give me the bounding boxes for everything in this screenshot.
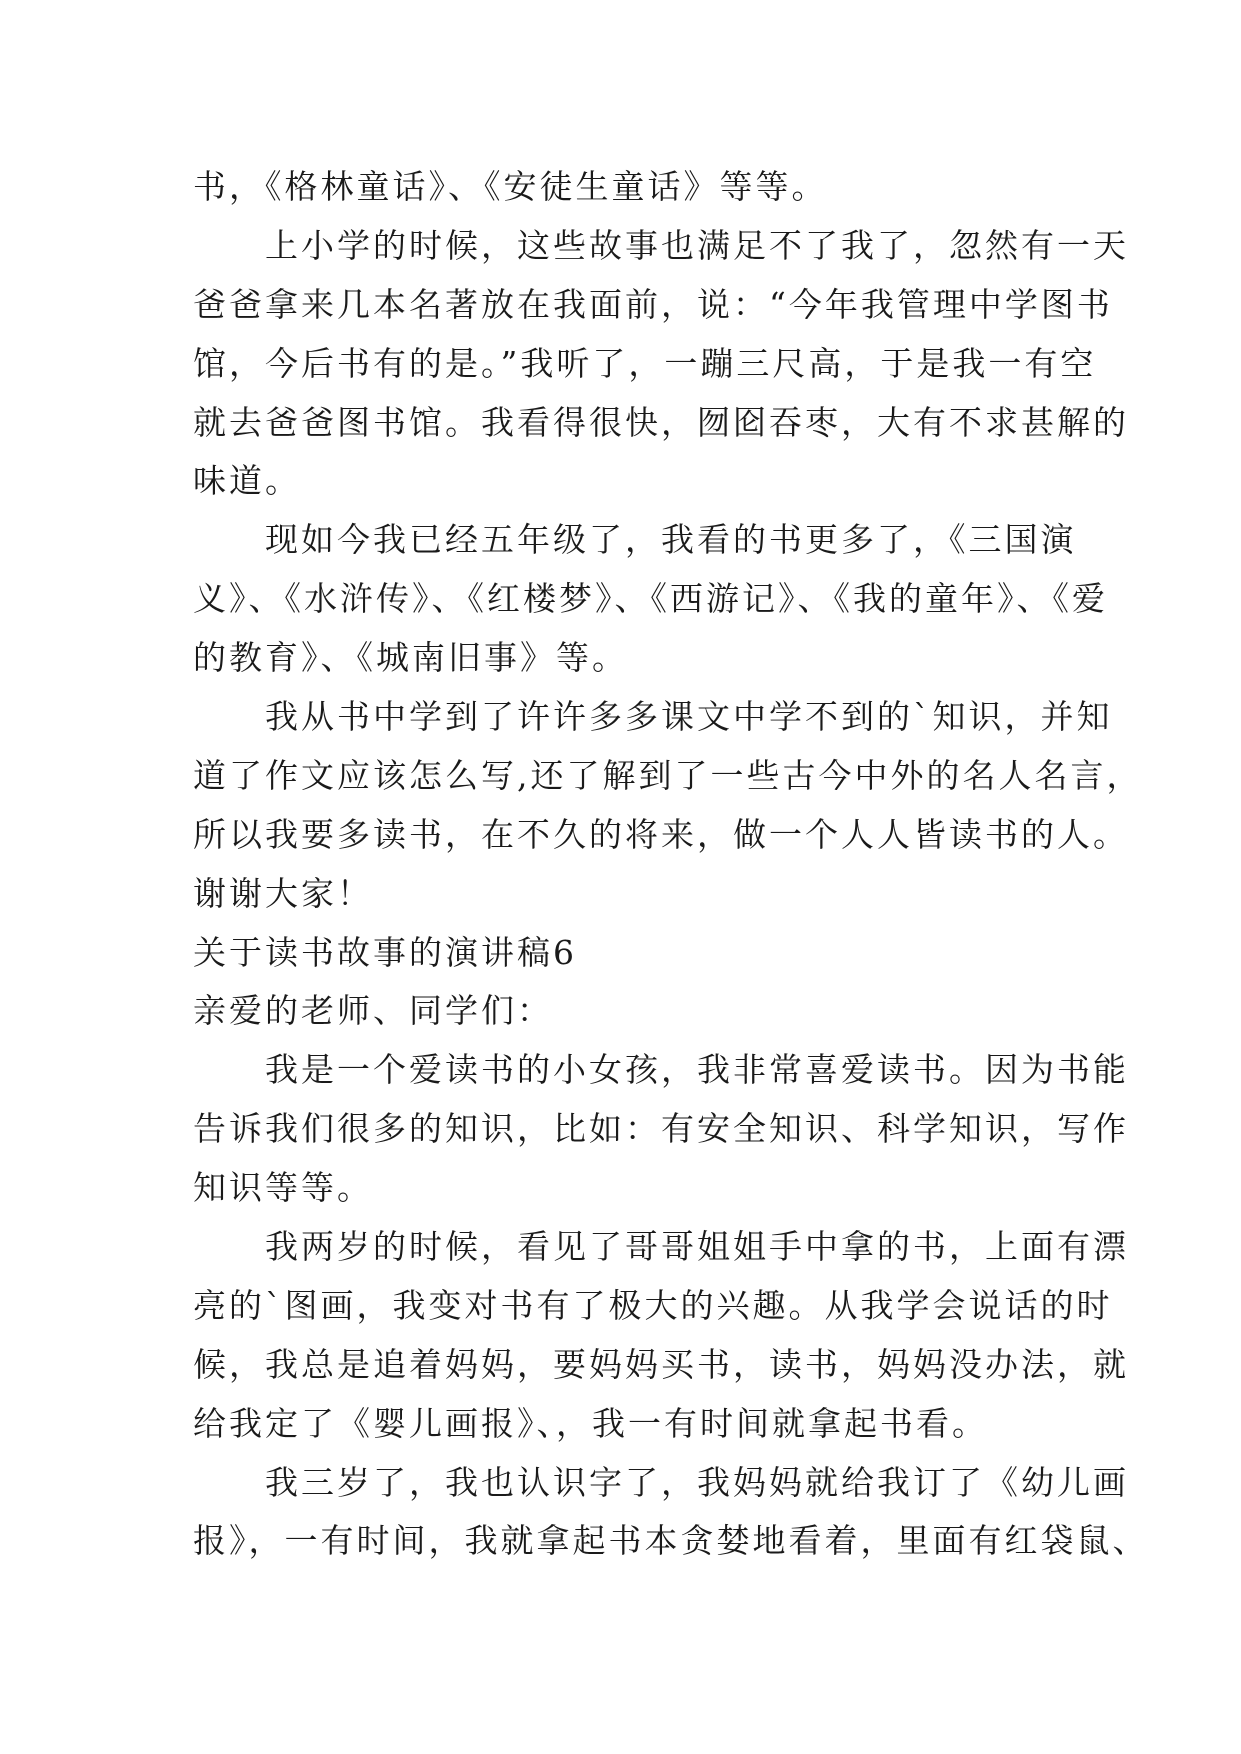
text-line: 我是一个爱读书的小女孩，我非常喜爱读书。因为书能 <box>193 1050 1129 1090</box>
salutation: 亲爱的老师、同学们： <box>193 991 553 1031</box>
text-line: 上小学的时候，这些故事也满足不了我了，忽然有一天 <box>193 225 1129 265</box>
body-text <box>193 158 1149 1571</box>
text-line: 就去爸爸图书馆。我看得很快，囫囵吞枣，大有不求甚解的 <box>193 402 1129 442</box>
text-line: 义》、《水浒传》、《红楼梦》、《西游记》、《我的童年》、《爱 <box>193 579 1108 619</box>
text-line: 候，我总是追着妈妈，要妈妈买书，读书，妈妈没办法，就 <box>193 1344 1129 1384</box>
text-line: 给我定了《婴儿画报》、，我一有时间就拿起书看。 <box>193 1403 988 1443</box>
text-line: 知识等等。 <box>193 1168 373 1208</box>
text-line: 报》，一有时间，我就拿起书本贪婪地看着，里面有红袋鼠、 <box>193 1521 1149 1561</box>
text-line: 书，《格林童话》、《安徒生童话》等等。 <box>193 167 828 206</box>
text-line: 现如今我已经五年级了，我看的书更多了，《三国演 <box>193 520 1077 560</box>
text-line: 我两岁的时候，看见了哥哥姐姐手中拿的书，上面有漂 <box>193 1227 1129 1267</box>
text-line: 的教育》、《城南旧事》等。 <box>193 638 628 678</box>
text-line: 谢谢大家！ <box>193 873 373 913</box>
text-line: 我从书中学到了许许多多课文中学不到的`知识，并知 <box>193 697 1113 737</box>
text-line: 亮的`图画，我变对书有了极大的兴趣。从我学会说话的时 <box>193 1285 1113 1325</box>
text-line: 告诉我们很多的知识，比如：有安全知识、科学知识，写作 <box>193 1109 1129 1149</box>
text-line: 味道。 <box>193 461 301 501</box>
text-line: 我三岁了，我也认识字了，我妈妈就给我订了《幼儿画 <box>193 1462 1129 1502</box>
text-line: 爸爸拿来几本名著放在我面前，说：“今年我管理中学图书 <box>193 284 1113 324</box>
text-line: 馆，今后书有的是。”我听了，一蹦三尺高，于是我一有空 <box>193 343 1097 383</box>
text-line: 所以我要多读书，在不久的将来，做一个人人皆读书的人。 <box>193 814 1129 854</box>
text-line: 道了作文应该怎么写,还了解到了一些古今中外的名人名言， <box>193 755 1143 795</box>
section-heading: 关于读书故事的演讲稿6 <box>193 932 577 972</box>
